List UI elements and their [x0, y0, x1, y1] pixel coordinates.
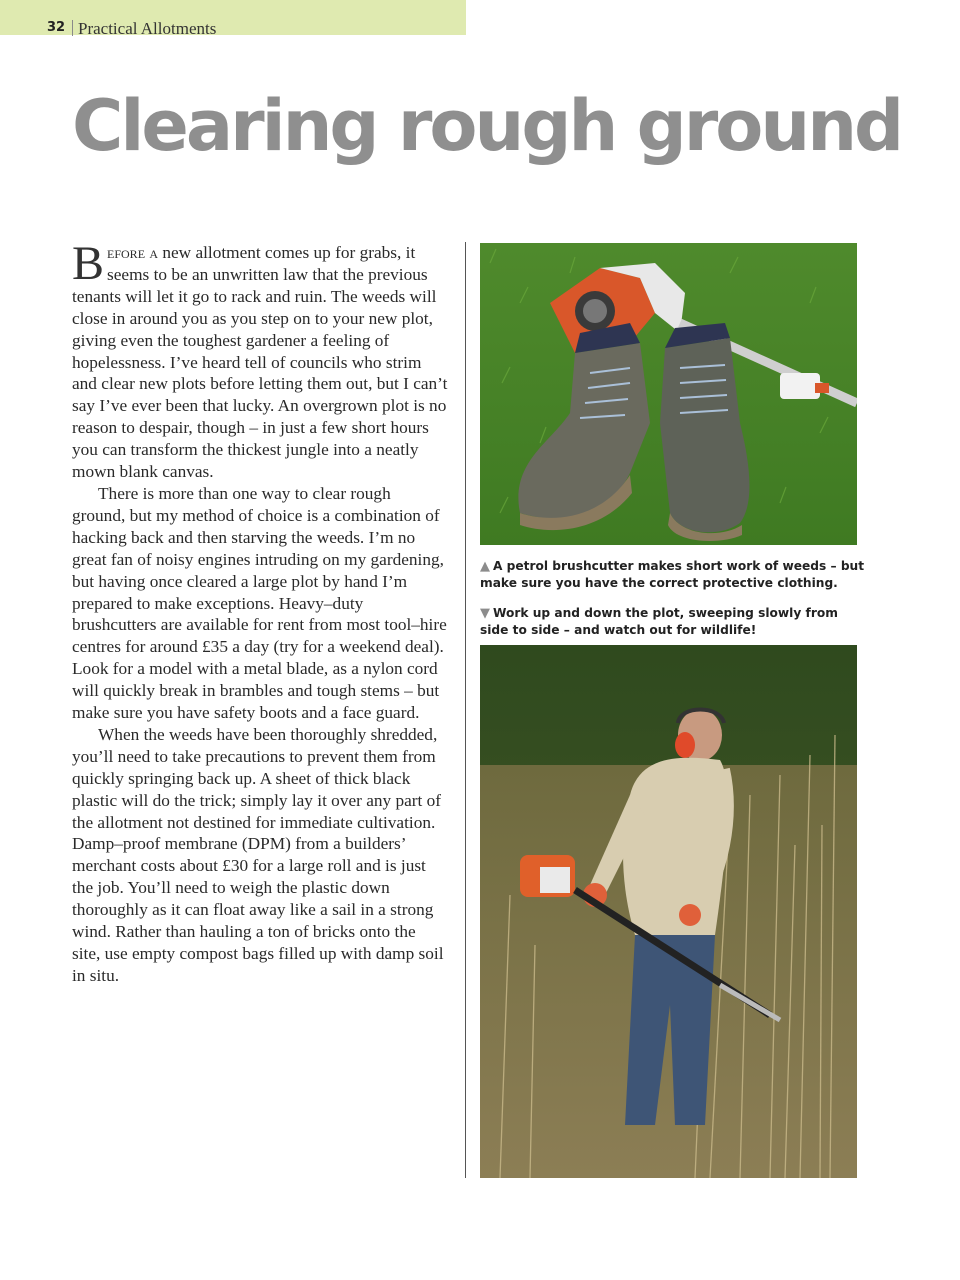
photo-man-strimming — [480, 645, 857, 1178]
lead-in: efore a — [107, 243, 159, 262]
paragraph-1-text: new allotment comes up for grabs, it seems to be an unwritten law that the previous tenants will let it go to rack and ruin. The weeds will close in around you as you step on to your new plot, giving even the toughest gardener a feeling of hopelessness. I’ve heard tell of councils who strim and clear new plots before letting them out, but I can’t say I’ve ever been that lucky. An overgrown plot is no reason to despair, though – in just a few short hours you can transform the thickest jungle into a neatly mown blank canvas. — [72, 243, 448, 482]
header-band — [0, 0, 466, 35]
paragraph-2: There is more than one way to clear rough ground, but my method of choice is a combination of hacking back and then starving the weeds. I’m no great fan of noisy engines intruding on my gardening, but having once cleared a large plot by hand I’m prepared to make exceptions. Heavy–duty brushcutters are available for rent from most tool–hire centres for around £35 a day (try for a weekend deal). Look for a model with a metal blade, as a nylon cord will quickly break in brambles and tough stems – but make sure you have safety boots and a face guard. — [72, 483, 447, 723]
caption-2-text: Work up and down the plot, sweeping slowly from side to side – and watch out for wildlife! — [480, 606, 838, 637]
article-body — [72, 237, 448, 987]
caption-1-text: A petrol brushcutter makes short work of weeds – but make sure you have the correct protective clothing. — [480, 559, 865, 590]
triangle-down-icon: ▼ — [480, 606, 490, 621]
caption-photo-2 — [480, 605, 865, 638]
publication-title: Practical Allotments — [78, 19, 217, 38]
column-divider — [465, 242, 466, 1178]
page-title: Clearing rough ground — [72, 85, 902, 167]
drop-cap: B — [72, 237, 105, 290]
paragraph-1 — [72, 237, 448, 483]
photo-boots-brushcutter — [480, 243, 857, 545]
page-number: 32 — [47, 20, 66, 35]
caption-photo-1 — [480, 558, 865, 591]
header-separator — [72, 20, 73, 36]
paragraph-3: When the weeds have been thoroughly shredded, you’ll need to take precautions to prevent them from quickly springing back up. A sheet of thick black plastic will do the trick; simply lay it over any part of the allotment not destined for immediate cultivation. Damp–proof membrane (DPM) from a builders’ merchant costs about £30 for a large roll and is just the job. You’ll need to weigh the plastic down thoroughly as it can float away like a sail in a strong wind. Rather than hauling a ton of bricks onto the site, use empty compost bags filled up with damp soil in situ. — [72, 724, 444, 985]
triangle-up-icon: ▲ — [480, 559, 490, 574]
